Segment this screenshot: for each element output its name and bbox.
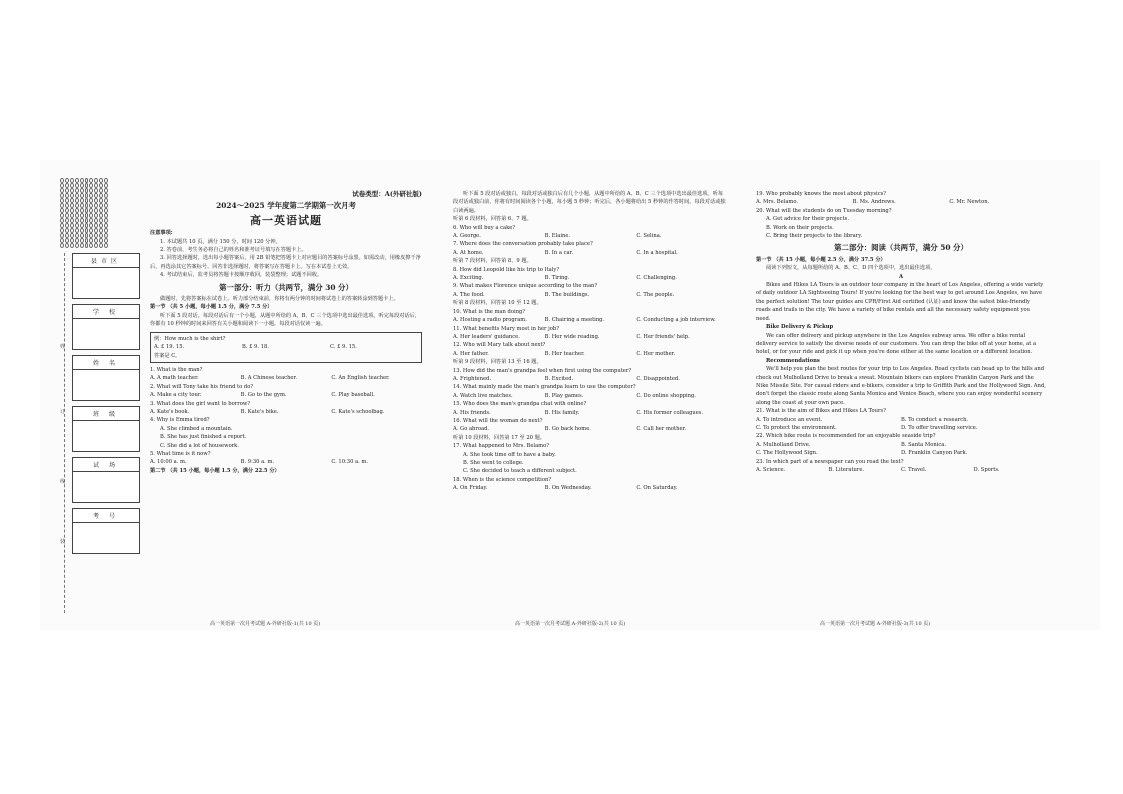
option: A. Her leaders' guidance. — [453, 333, 520, 340]
question: 9. What makes Florence unique according to the man? — [453, 283, 598, 290]
listening-segment-label: 听第 10 段材料，回答第 17 至 20 题。 — [453, 434, 545, 441]
question: 21. What is the aim of Bikes and Hikes LA Tours? — [756, 408, 886, 415]
question: 8. How did Leopold like his trip to Italy? — [453, 266, 560, 273]
option: C. Her friends' help. — [636, 333, 690, 340]
bubble[interactable] — [60, 243, 64, 248]
option: A. Science. — [756, 467, 786, 473]
passage-paragraph: We'll help you plan the best routes for your trip to Los Angeles. Road cyclists can head up to the hills and check out Mulholland Drive to break a sweat. Mountain bikers can explore Franklin Canyon Park and the Nike Missile Site. For casual riders and e-bikers, consider a trip to Griffith Park and the Hollywood Sign. And, don't forget the classic route along Santa Monica and Venice Beach, where you can enjoy wonderful scenery along the coast at your own pace. — [756, 366, 1046, 406]
option: C. His former colleagues. — [636, 409, 704, 416]
option: C. Conducting a job interview. — [636, 317, 716, 324]
option: B. Excited. — [544, 375, 574, 382]
question: 14. What mainly made the man's grandpa learn to use the computer? — [453, 384, 636, 391]
question: 20. What will the students do on Tuesday morning? — [756, 207, 892, 214]
option: B. Tiring. — [544, 275, 570, 282]
section-desc: 听下面 5 段对话或独白。每段对话或独白后有几个小题，从题中所给的 A、B、C 三个选项中选出最佳选项。听每段对话或独白前，你将有时间阅读各个小题，每小题 5 秒钟；听完后，各小题将给出 5 秒钟的作答时间。每段对话或独白读两遍。 — [453, 191, 726, 214]
page-2 — [453, 190, 728, 493]
option: C. Bring their projects to the library. — [766, 233, 863, 240]
question: 13. How did the man's grandpa feel when first using the computer? — [453, 367, 632, 374]
option: C. Disappointed. — [636, 375, 680, 382]
info-box-label: 县市区 — [73, 256, 139, 268]
question: 18. When is the science competition? — [453, 476, 552, 483]
option: A. She took time off to have a baby. — [463, 451, 556, 458]
option: B. Play games. — [544, 392, 584, 399]
info-box-class[interactable] — [72, 406, 140, 452]
info-box-label: 考 号 — [73, 511, 139, 523]
option: B. Go to the gym. — [240, 392, 287, 399]
note-item: 4. 考试结束后，监考员将答题卡按顺序收回，装袋整理；试题不回收。 — [160, 272, 323, 279]
example-box — [150, 332, 422, 363]
option: C. The Hollywood Sign. — [756, 450, 818, 457]
option: A. 10:00 a. m. — [150, 459, 187, 466]
option: C. An English teacher. — [331, 375, 390, 382]
section-heading: 第一节 （共 15 小题，每小题 2.5 分，满分 37.5 分） — [756, 256, 886, 263]
option: B. To conduct a research. — [901, 416, 969, 423]
option: A. Make a city tour. — [150, 392, 202, 399]
bubble[interactable] — [65, 243, 69, 248]
option: C. Call her mother. — [636, 426, 687, 433]
option: B. She went to college. — [463, 460, 524, 466]
bubble[interactable] — [94, 243, 98, 248]
info-box-label: 姓 名 — [73, 358, 139, 370]
option: B. Elaine. — [544, 233, 571, 240]
option: A. Go abroad. — [453, 426, 490, 433]
option: C. 10:30 a. m. — [331, 459, 368, 466]
passage-subheading: Recommendations — [766, 357, 820, 364]
bubble[interactable] — [70, 243, 74, 248]
option: B. Ms. Andrews. — [852, 199, 896, 206]
info-box-number[interactable] — [72, 508, 140, 554]
passage-paragraph: We can offer delivery and pickup anywhere in the Los Angeles subway area. We offer a bike rental delivery service to satisfy the diverse needs of our customers. You can drop the bike off at your home, at a hotel, or for your ride and pick it up when you're done either at the same location or a different location. — [756, 332, 1037, 356]
option: C. Kate's schoolbag. — [331, 408, 385, 415]
question: 7. Where does the conversation probably take place? — [453, 241, 593, 248]
listening-segment-label: 听第 7 段材料，回答第 8、9 题。 — [453, 258, 532, 265]
option: C. Do online shopping. — [636, 392, 696, 399]
section-desc: 阅读下列短文，从每题所给的 A、B、C、D 四个选项中，选出最佳选项。 — [766, 265, 936, 272]
part-heading: 第一部分：听力（共两节，满分 30 分） — [219, 282, 353, 292]
question: 5. What time is it now? — [150, 450, 211, 457]
question: 10. What is the man doing? — [453, 308, 526, 315]
passage-paragraph: Bikes and Hikes LA Tours is an outdoor tour company in the heart of Los Angeles, offering a wide variety of daily outdoor LA Sightseeing Tours! If you're looking for the best way to get around Los Angeles, we have the perfect solution! The tour guides are CPR/First Aid certified (认证) and know the safest bike-friendly roads and trails in the city. We have a variety of bike rentals and all the necessary safety equipment you need. — [756, 282, 1044, 322]
info-box-label: 学 校 — [73, 307, 139, 319]
option: A. Hosting a radio program. — [453, 317, 527, 324]
note-item: 2. 答卷前，考生务必将自己的姓名和准考证号填写在答题卡上。 — [160, 247, 307, 254]
question: 12. Who will Mary talk about next? — [453, 342, 546, 349]
question: 17. What happened to Mrs. Belamo? — [453, 443, 549, 450]
bubble[interactable] — [85, 243, 89, 248]
listening-segment-label: 听第 6 段材料，回答第 6、7 题。 — [453, 216, 532, 223]
option: C. She did a lot of housework. — [160, 442, 239, 449]
passage-letter: A — [898, 273, 904, 280]
option: C. Mr. Newton. — [949, 199, 990, 206]
option: B. On Wednesday. — [544, 485, 592, 492]
section-desc: 听下面 5 段对话。每段对话后有一个小题，从题中所给的 A、B、C 三个选项中选出最佳选项。听完每段对话后，你都有 10 秒钟的时间来回答有关小题和阅读下一小题。每段对话仅读一遍。 — [150, 312, 421, 328]
option: B. Literature. — [828, 467, 865, 473]
option: C. On Saturday. — [636, 485, 678, 492]
option: B. Santa Monica. — [901, 441, 947, 448]
passage-subheading: Bike Delivery & Pickup — [766, 324, 834, 331]
bubble[interactable] — [89, 243, 93, 248]
page-3 — [756, 190, 1046, 474]
note-item: 1. 本试题共 10 页，满分 150 分，时间 120 分钟。 — [160, 238, 281, 245]
option: B. In a car. — [544, 249, 574, 256]
option: A. At home. — [453, 249, 484, 256]
option: B. The buildings. — [544, 291, 590, 298]
question: 15. Who does the man's grandpa chat with online? — [453, 401, 587, 408]
bubble[interactable] — [80, 243, 84, 248]
option: A. Watch live matches. — [453, 392, 513, 399]
binding-mark: 装 — [60, 539, 66, 545]
option: A. Kate's book. — [150, 408, 190, 415]
question: 3. What does the girl want to borrow? — [150, 400, 251, 407]
bubble-row — [60, 208, 108, 212]
option: A. On Friday. — [453, 485, 488, 492]
option: B. A Chinese teacher. — [240, 375, 298, 382]
bubble-row — [60, 238, 108, 242]
info-box-label: 试 场 — [73, 460, 139, 472]
option: C. Travel. — [901, 467, 927, 473]
binding-strip — [58, 178, 140, 616]
binding-mark: 订 — [60, 409, 66, 415]
question: 6. Who will buy a cake? — [453, 224, 516, 231]
bubble-row — [60, 183, 108, 187]
example-option: C. £ 9. 15. — [330, 344, 357, 351]
paper-type: 试卷类型：A(外研社版) — [352, 190, 422, 198]
option: C. Challenging. — [636, 275, 677, 282]
example-option: A. £ 19. 15. — [154, 344, 185, 351]
exam-year: 2024～2025 学年度第二学期第一次月考 — [216, 201, 356, 211]
notes-heading: 注意事项: — [150, 230, 173, 237]
part-heading: 第二部分：阅读（共两节，满分 50 分） — [834, 243, 968, 253]
page-footer: 高一英语第一次月考试题 A-外研社版-2(共 10 页) — [515, 621, 626, 627]
question: 2. What will Tony take his friend to do? — [150, 383, 254, 390]
option: A. Mrs. Belamo. — [756, 199, 799, 206]
option: B. Kate's bike. — [240, 408, 279, 415]
bubble[interactable] — [99, 243, 103, 248]
bubble-row — [60, 203, 108, 207]
page-footer: 高一英语第一次月考试题 A-外研社版-1(共 10 页) — [210, 621, 321, 627]
option: B. Her teacher. — [544, 350, 585, 357]
option: A. Exciting. — [453, 275, 484, 282]
note-item: 3. 回答选择题时，选出每小题答案后，用 2B 铅笔把答题卡上对应题目的答案标号涂黑。如需改动，用橡皮擦干净后，再选涂其它答案标号。回答非选择题时，将答案写在答题卡上。写在本试卷上无效。 — [150, 255, 421, 270]
question: 16. What will the woman do next? — [453, 417, 543, 424]
info-box-district[interactable] — [72, 253, 140, 299]
option: D. To offer travelling service. — [901, 424, 978, 431]
bubble-row — [60, 243, 108, 247]
example-option: B. £ 9. 18. — [242, 344, 269, 351]
option: C. Play baseball. — [331, 392, 375, 399]
bubble-row — [60, 193, 108, 197]
option: B. Go back home. — [544, 426, 591, 433]
page-title: 高一英语试题 — [250, 213, 322, 227]
bubble-row — [60, 213, 108, 217]
question: 22. Which bike route is recommended for an enjoyable seaside trip? — [756, 433, 936, 440]
option: C. Selina. — [636, 233, 662, 240]
answer-bubbles — [60, 178, 108, 248]
bubble[interactable] — [104, 243, 108, 248]
option: B. Chairing a meeting. — [544, 317, 605, 324]
bubble-row — [60, 188, 108, 192]
option: B. She has just finished a report. — [160, 434, 247, 441]
option: B. Her wide reading. — [544, 333, 600, 340]
option: C. The people. — [636, 291, 675, 298]
binding-line — [64, 253, 65, 613]
info-box-label: 班 级 — [73, 409, 139, 421]
info-box-school[interactable] — [72, 304, 140, 350]
option: B. 9:30 a. m. — [240, 459, 275, 466]
option: C. She decided to teach a different subject. — [463, 468, 577, 475]
page-footer: 高一英语第一次月考试题 A-外研社版-3(共 10 页) — [820, 621, 931, 627]
option: C. Her mother. — [636, 350, 676, 357]
example-answer: 答案是 C。 — [154, 352, 181, 359]
question: 4. Why is Emma tired? — [150, 417, 210, 424]
bubble-row — [60, 233, 108, 237]
option: A. A math teacher. — [150, 375, 199, 382]
option: C. In a hospital. — [636, 249, 678, 256]
option: A. Her father. — [453, 350, 489, 357]
bubble-row — [60, 198, 108, 202]
option: D. Franklin Canyon Park. — [901, 450, 968, 457]
listening-segment-label: 听第 8 段材料，回答第 10 至 12 题。 — [453, 300, 542, 307]
binding-mark: 姓 — [60, 344, 66, 350]
bubble[interactable] — [75, 243, 79, 248]
option: A. The food. — [453, 291, 485, 298]
bubble-row — [60, 223, 108, 227]
option: C. To protect the environment. — [756, 424, 837, 431]
question: 11. What benefits Mary most in her job? — [453, 325, 559, 332]
option: A. Frightened. — [453, 375, 491, 382]
section-heading: 第一节 （共 5 小题，每小题 1.5 分，满分 7.5 分） — [150, 304, 273, 311]
page-1 — [150, 190, 422, 475]
binding-mark: 线 — [60, 479, 66, 485]
info-box-room[interactable] — [72, 457, 140, 503]
part-intro: 做题时，先将答案标在试卷上。听力部分结束前，你将有两分钟的时间将试卷上的答案转涂到答题卡上。 — [160, 296, 399, 303]
listening-segment-label: 听第 9 段材料，回答第 13 至 16 题。 — [453, 359, 542, 366]
question: 1. What is the man? — [150, 366, 203, 373]
section-heading: 第二节 （共 15 小题，每小题 1.5 分，满分 22.5 分） — [150, 467, 280, 474]
option: A. George. — [453, 233, 481, 240]
option: A. Mulholland Drive. — [756, 441, 811, 448]
option: D. Sports. — [973, 467, 1000, 473]
bubble-row — [60, 228, 108, 232]
info-box-name[interactable] — [72, 355, 140, 401]
bubble-row — [60, 218, 108, 222]
question: 19. Who probably knows the most about physics? — [756, 191, 887, 197]
option: B. Work on their projects. — [766, 224, 834, 231]
question: 23. In which part of a newspaper can you read the text? — [756, 458, 904, 465]
bubble-row — [60, 178, 108, 182]
option: A. His friends. — [453, 409, 491, 416]
option: A. Get advice for their projects. — [766, 216, 849, 223]
option: A. To introduce an event. — [756, 416, 823, 423]
option: A. She climbed a mountain. — [160, 425, 233, 432]
option: B. His family. — [544, 409, 580, 416]
example-question: 例：How much is the shirt? — [154, 335, 226, 342]
